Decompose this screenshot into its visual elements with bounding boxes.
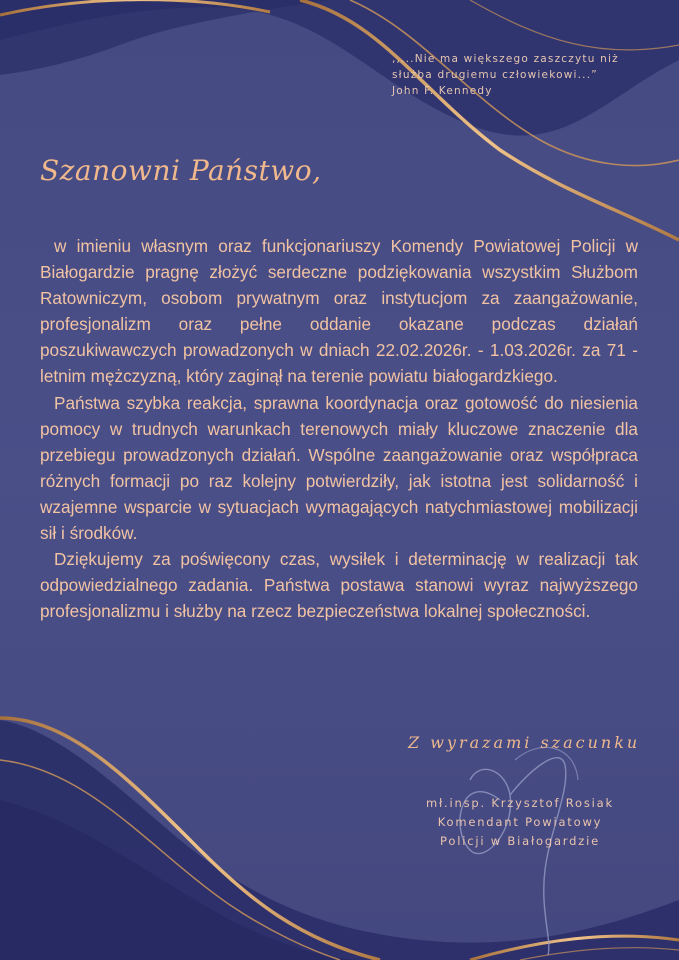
closing-phrase: Z wyrazami szacunku [408, 733, 641, 752]
letter-body [40, 233, 638, 624]
signatory-title-1: Komendant Powiatowy [437, 815, 603, 829]
greeting-heading: Szanowni Państwo, [40, 154, 322, 187]
paragraph-1: w imieniu własnym oraz funkcjonariuszy Komendy Powiatowej Policji w Białogardzie pragnę złożyć serdeczne podziękowania wszystkim Służbom Ratowniczym, osobom prywatnym oraz instytucjom za zaangażowanie, profesjonalizm oraz pełne oddanie okazane podczas działań poszukiwawczych prowadzonych w dniach 22.02.2026r. - 1.03.2026r. za 71 - letnim mężczyzną, który zaginął na terenie powiatu białogardzkiego. [40, 236, 638, 387]
quote-line-2: służba drugiemu człowiekowi...” [392, 69, 598, 81]
quote-line-1: ,,...Nie ma większego zaszczytu niż [392, 53, 619, 65]
kennedy-quote [392, 51, 662, 99]
signature-block [390, 794, 650, 851]
signatory-name: mł.insp. Krzysztof Rosiak [425, 796, 614, 810]
paragraph-3: Dziękujemy za poświęcony czas, wysiłek i determinację w realizacji tak odpowiedzialnego zadania. Państwa postawa stanowi wyraz najwyższego profesjonalizmu i służby na rzecz bezpieczeństwa lokalnej społeczności. [40, 549, 638, 622]
quote-author: John F. Kennedy [392, 85, 493, 97]
signatory-title-2: Policji w Białogardzie [440, 834, 600, 848]
paragraph-2: Państwa szybka reakcja, sprawna koordynacja oraz gotowość do niesienia pomocy w trudnych warunkach terenowych miały kluczowe znaczenie dla przebiegu prowadzonych działań. Wspólne zaangażowanie oraz współpraca różnych formacji po raz kolejny potwierdziły, jak istotna jest solidarność i wzajemne wsparcie w sytuacjach wymagających natychmiastowej mobilizacji sił i środków. [40, 392, 638, 544]
